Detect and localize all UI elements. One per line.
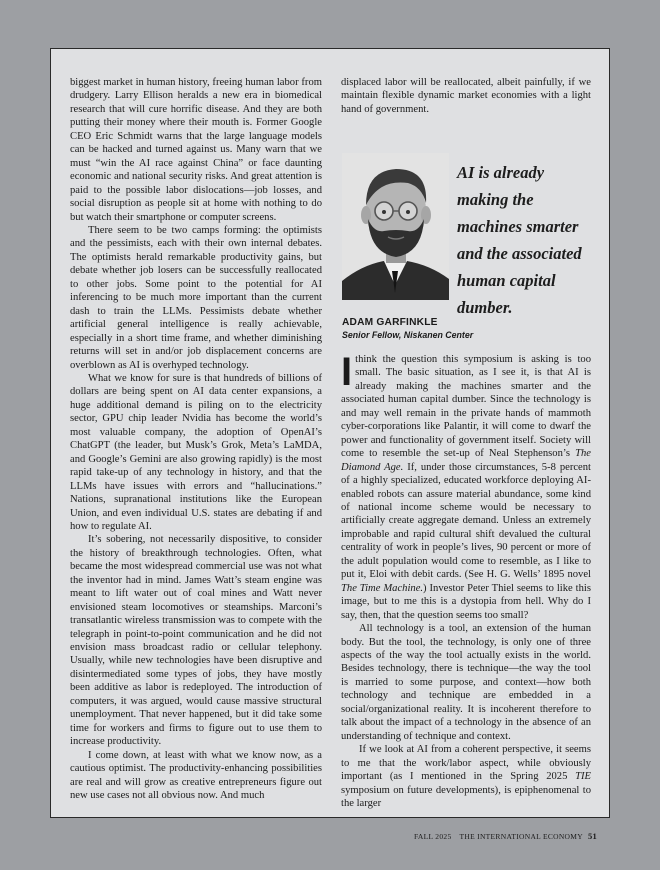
article-panel xyxy=(50,48,610,818)
right-column-top xyxy=(341,76,591,116)
left-column xyxy=(70,76,322,802)
paragraph xyxy=(341,743,591,810)
publication-abbrev: TIE xyxy=(575,771,591,783)
paragraph-text: ) Investor Peter Thiel seems to like this image, but to me this is a dystopia from hell. Why do I say, then, that the question seems too small? xyxy=(341,582,591,621)
book-title: The Diamond Age. xyxy=(341,448,591,473)
author-portrait-image xyxy=(342,153,449,300)
paragraph-text: think the question this symposium is asking is too small. The basic situation, as I see it, is that AI is already making the machines smarter and the associated human capital dumber. Since the technology is and may well remain in the private hands of mammoth cyber-corporations like Palantir, it will come to dwarf the power and functionality of government itself. Society will come to resemble the set-up of Neal Stephenson’s xyxy=(341,354,591,460)
book-title: The Time Machine. xyxy=(341,582,424,594)
paragraph-text: If, under those circumstances, 5-8 percent of a highly specialized, educated workforce deploying AI-enabled robots can assure material abundance, some kind of national income scheme would be necessary to artificially create aggregate demand. Unless an extremely improbable and rapid cultural shift devalued the cultural centrality of work in people’s lives, 90 percent or more of the adult population would come to resemble, as I like to put it, Eloi with debit cards. (See H. G. Wells’ 1895 novel xyxy=(341,461,591,581)
pull-quote: AI is already making the machines smarter and the associated human capital dumber. xyxy=(457,163,582,317)
paragraph: displaced labor will be reallocated, albeit painfully, if we maintain flexible dynamic market economies with a light hand of government. xyxy=(341,77,591,115)
paragraph: It’s sobering, not necessarily dispositive, to consider the history of breakthrough technologies. Often, what became the most widespread commercial use was not what the inventor had in mind. James Watt’s steam engine was meant to lift water out of coal mines and Watt never envisioned steam locomotives or steamships. Marconi’s transatlantic wireless transmission was to compete with the telegraph in point-to-point communication and he did not envision mass broadcast radio or cellular telephony. Usually, while new technologies have been disruptive and disintermediated some types of jobs, they have mostly been additive as labor is redeployed. The introduction of computers, it was argued, would cause massive structural unemployment. That never happened, but it did take some time for workers and firms to figure out to use them to increase productivity. xyxy=(70,534,322,748)
paragraph: I come down, at least with what we know now, as a cautious optimist. The productivity-enhancing possibilities are real and will grow as creative entrepreneurs figure out new use cases not all obvious now. And much xyxy=(70,749,322,802)
footer-issue: FALL 2025 xyxy=(414,832,452,841)
paragraph: What we know for sure is that hundreds of billions of dollars are being spent on AI data center expansions, a huge additional demand is piling on to the electricity sector, GPU chip leader Nvidia has become the world’s most valuable company, the adoption of OpenAI’s ChatGPT (the leader, but Musk’s Grok, Meta’s LaMDA, and Google’s Gemini are also growing rapidly) is the most rapid take-up of any technology in history, and that the LLMs have issues with errors and “hallucinations.” Nations, supranational institutions like the European Union, and even individual U.S. states are debating if and how to regulate AI. xyxy=(70,372,322,532)
paragraph: There seem to be two camps forming: the optimists and the pessimists, each with their own internal debates. The optimists herald remarkable productivity gains, but debate whether job losers can be successfully reallocated to other jobs. Some point to the potential for AI inferencing to be much more important than the current dash to train the LLMs. Pessimists debate whether artificial general intelligence is really achievable, especially in a short time frame, and whether diminishing returns will set in and/or job displacement concerns are overblown as AI is overhyped technology. xyxy=(70,224,322,371)
page-footer xyxy=(414,831,597,841)
drop-cap: I xyxy=(341,350,353,394)
paragraph: All technology is a tool, an extension of the human body. But the tool, the technology, is only one of three aspects of the way the tool actually exists in the world. Besides technology, there is technique—the way the tool is married to some purpose, and context—how both technology and technique are embedded in a social/organizational reality. It is incoherent therefore to talk about the impact of a technology in the absence of an understanding of technique and context. xyxy=(341,623,591,742)
page-number: 51 xyxy=(587,831,598,841)
paragraph-text: symposium on future developments), is epiphenomenal to the larger xyxy=(341,784,591,809)
author-name: ADAM GARFINKLE xyxy=(342,317,438,328)
paragraph-text: If we look at AI from a coherent perspective, it seems to me that the work/labor aspect, while obviously important (as I mentioned in the Spring 2025 xyxy=(341,744,591,783)
paragraph: biggest market in human history, freeing human labor from drudgery. Larry Ellison heralds a new era in biomedical research that will cure horrific disease. And they are both putting their money where their mouth is. Former Google CEO Eric Schmidt warns that the large language models can be hacked and turned against us. Many warn that we must “win the AI race against China” or face daunting economic and national security risks. And great attention is paid to the possible labor dislocations—job losses, and social disruption as people sit at home with nothing to do but watch their smartphone or computer screens. xyxy=(70,77,322,223)
author-photo xyxy=(342,153,449,300)
right-column-body xyxy=(341,350,591,810)
author-title: Senior Fellow, Niskanen Center xyxy=(342,330,474,340)
footer-publication: THE INTERNATIONAL ECONOMY xyxy=(459,832,583,841)
paragraph xyxy=(341,350,591,622)
